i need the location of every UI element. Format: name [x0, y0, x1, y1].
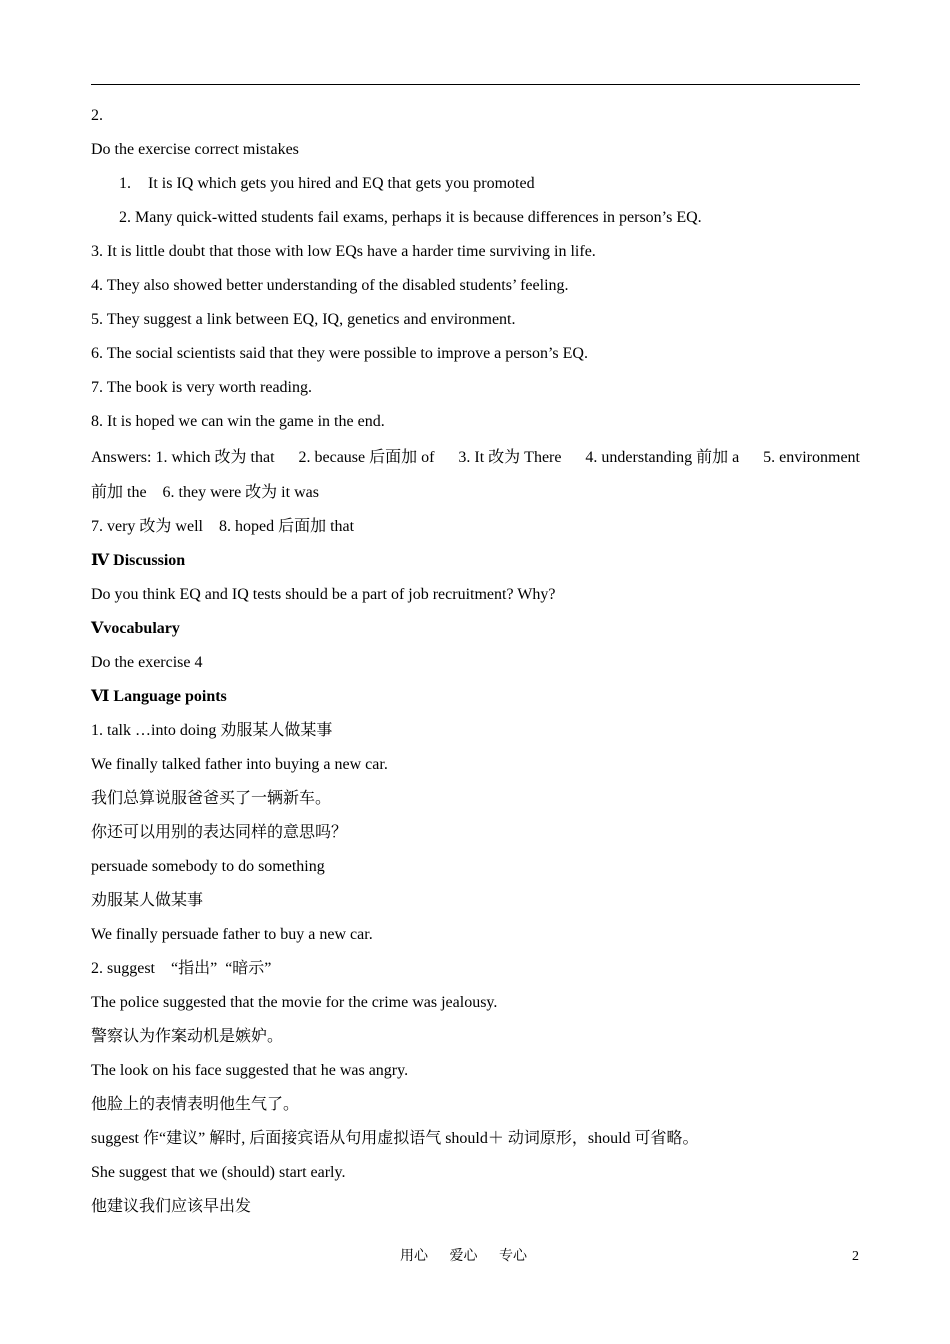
language-point-line: 他建议我们应该早出发: [91, 1198, 252, 1215]
answers-line-2: 前加 the 6. they were 改为 it was: [91, 484, 319, 501]
answer-5: 5. environment: [763, 449, 860, 466]
header-rule: [91, 84, 860, 85]
discussion-question: Do you think EQ and IQ tests should be a part of job recruitment? Why?: [91, 586, 556, 603]
exercise-item-7: 7. The book is very worth reading.: [91, 379, 312, 396]
vocabulary-text: Do the exercise 4: [91, 654, 203, 671]
language-point-line: The look on his face suggested that he was angry.: [91, 1062, 409, 1079]
motto-word: 专心: [499, 1249, 527, 1264]
document-body: [91, 99, 860, 1224]
footer-motto: [400, 1247, 545, 1267]
answer-3: 3. It 改为 There: [458, 449, 562, 466]
language-point-line: 警察认为作案动机是嫉妒。: [91, 1028, 284, 1045]
heading-label: Discussion: [113, 552, 186, 569]
item-number: 1.: [119, 175, 131, 192]
heading-label: Language points: [113, 688, 227, 705]
language-point-line: suggest 作“建议” 解时, 后面接宾语从句用虚拟语气 should＋ 动词原形，should 可省略。: [91, 1130, 699, 1147]
answers-line-1: [91, 439, 860, 476]
vocabulary-heading: [91, 612, 860, 646]
exercise-item-4: 4. They also showed better understanding of the disabled students’ feeling.: [91, 277, 569, 294]
language-point-line: 劝服某人做某事: [91, 892, 204, 909]
language-point-line: persuade somebody to do something: [91, 858, 325, 875]
exercise-item-5: 5. They suggest a link between EQ, IQ, genetics and environment.: [91, 311, 516, 328]
motto-word: 爱心: [449, 1249, 478, 1264]
answers-line-3: 7. very 改为 well 8. hoped 后面加 that: [91, 518, 355, 535]
language-points-heading: [91, 680, 860, 714]
exercise-instruction: Do the exercise correct mistakes: [91, 141, 299, 158]
exercise-item-2: 2. Many quick-witted students fail exams, perhaps it is because differences in person’s EQ.: [119, 209, 702, 226]
language-point-line: 2. suggest “指出” “暗示”: [91, 960, 272, 977]
language-point-line: 1. talk …into doing 劝服某人做某事: [91, 722, 333, 739]
item-text: It is IQ which gets you hired and EQ that gets you promoted: [148, 175, 535, 192]
language-point-line: 你还可以用别的表达同样的意思吗？: [91, 824, 348, 841]
roman-numeral: Ⅵ: [91, 688, 110, 705]
page-number: 2: [852, 1249, 859, 1264]
heading-label: vocabulary: [103, 620, 180, 637]
language-point-line: She suggest that we (should) start early.: [91, 1164, 346, 1181]
section-number: 2.: [91, 107, 103, 124]
language-point-line: The police suggested that the movie for the crime was jealousy.: [91, 994, 498, 1011]
roman-numeral: Ⅳ: [91, 552, 110, 569]
answer-1: Answers: 1. which 改为 that: [91, 449, 275, 466]
exercise-item-8: 8. It is hoped we can win the game in the end.: [91, 413, 385, 430]
language-point-line: 我们总算说服爸爸买了一辆新车。: [91, 790, 332, 807]
answer-4: 4. understanding 前加 a: [585, 449, 740, 466]
exercise-item-1: [91, 167, 860, 201]
language-point-line: We finally persuade father to buy a new car.: [91, 926, 373, 943]
answer-2: 2. because 后面加 of: [298, 449, 435, 466]
language-point-line: 他脸上的表情表明他生气了。: [91, 1096, 300, 1113]
motto-word: 用心: [400, 1249, 428, 1264]
exercise-item-6: 6. The social scientists said that they were possible to improve a person’s EQ.: [91, 345, 588, 362]
discussion-heading: [91, 544, 860, 578]
language-point-line: We finally talked father into buying a new car.: [91, 756, 388, 773]
roman-numeral: Ⅴ: [91, 620, 104, 637]
exercise-item-3: 3. It is little doubt that those with low EQs have a harder time surviving in life.: [91, 243, 596, 260]
